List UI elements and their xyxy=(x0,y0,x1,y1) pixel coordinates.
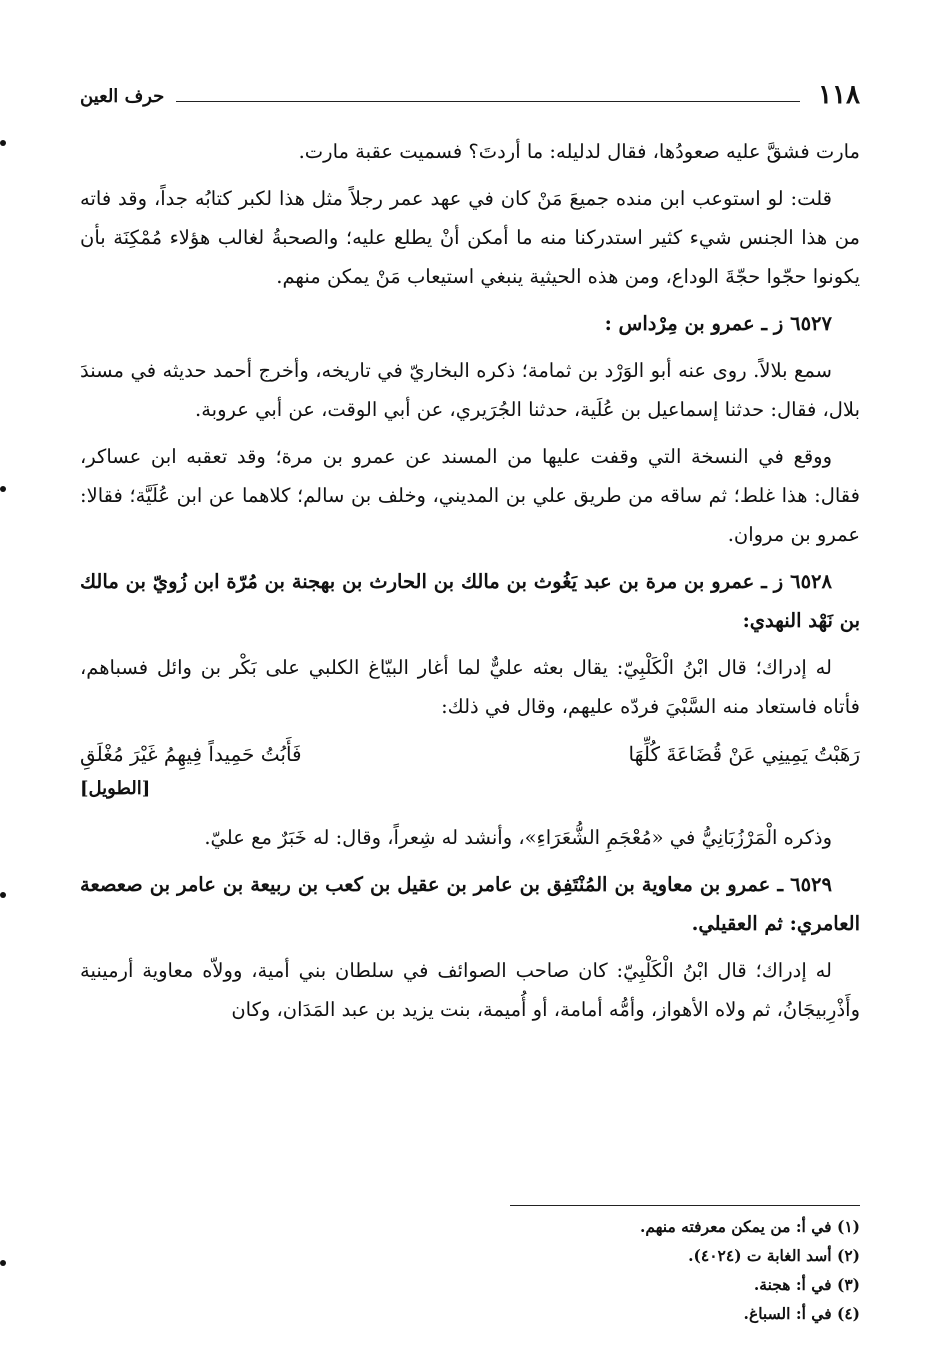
page-number: ١١٨ xyxy=(818,80,860,110)
footnote: (٣) في أ: هجنة. xyxy=(753,1275,860,1294)
entry-text: له إدراك؛ قال ابْنُ الْكَلْبِيّ: كان صاحب الصوائف في سلطان بني أمية، وولاّه معاوية أرمينية وأَذْرِبيجَانُ، ثم ولاه الأهواز، وأمُّه أمامة، أو أُميمة، بنت يزيد بن عبد المَدَان، وكان xyxy=(80,959,860,1021)
scan-mark xyxy=(0,892,6,898)
verse-second-hemistich: فَأَبُتُ حَمِيداً فِيهِمُ غَيْرَ مُغْلَقِ xyxy=(80,742,302,766)
paragraph: قلت: لو استوعب ابن منده جميعَ مَنْ كان في عهد عمر رجلاً مثل هذا لكبر كتابُه جداً، وقد فاته من هذا الجنس شيء كثير استدركنا منه ما أمكن أنْ يطلع عليه؛ والصحبةُ لغالب هؤلاء مُمْكِنَة بأن يكونوا حجّوا حجّةَ الوداع، ومن هذه الحيثية ينبغي استيعاب مَنْ يمكن منهم. xyxy=(80,187,860,288)
verse-first-hemistich: رَهَبْتُ يَمِينِي عَنْ قُضَاعَةَ كُلِّهَا xyxy=(628,742,860,766)
entry-text: له إدراك؛ قال ابْنُ الْكَلْبِيّ: يقال بعثه عليٌّ لما أغار البيّاغ الكلبي على بَكْر بن وائل فسباهم، فأتاه فاستعاد منه السَّبْيَ فردّه عليهم، وقال في ذلك: xyxy=(80,656,860,718)
entry-title-6528: ٦٥٢٨ ز ـ عمرو بن مرة بن عبد يَغُوث بن مالك بن الحارث بن بهجنة بن مُرّة ابن زُويّ بن مالك بن نَهْد النهدي: xyxy=(80,570,860,632)
footnote-rule xyxy=(510,1205,860,1206)
scan-mark xyxy=(0,486,6,492)
entry-title-6529: ٦٥٢٩ ـ عمرو بن معاوية بن المُنْتَفِق بن عامر بن عقيل بن كعب بن ربيعة بن عامر بن صعصعة العامري: ثم العقيلي. xyxy=(80,873,860,935)
footnote: (١) في أ: من يمكن معرفته منهم. xyxy=(639,1217,860,1236)
scan-mark xyxy=(0,140,6,146)
footnote: (٤) في أ: السباغ. xyxy=(743,1304,860,1323)
entry-title-6527: ٦٥٢٧ ز ـ عمرو بن مِرْداس : xyxy=(604,312,832,335)
entry-text: ووقع في النسخة التي وقفت عليها من المسند عن عمرو بن مرة؛ وقد تعقبه ابن عساكر، فقال: هذا غلط؛ ثم ساقه من طريق علي بن المديني، وخلف بن سالم؛ كلاهما عن ابن عُلَيَّة؛ فقالا: عمرو بن مروان. xyxy=(80,445,860,546)
entry-text: سمع بلالاً. روى عنه أبو الوَرْد بن ثمامة؛ ذكره البخاريّ في تاريخه، وأخرج أحمد حديثه في مسندَ بلال، فقال: حدثنا إسماعيل بن عُلَية، حدثنا الجُرَيري، عن أبي الوقت، عن أبي عروبة. xyxy=(80,359,860,421)
entry-text: وذكره الْمَرْزُبَانِيُّ في «مُعْجَمِ الشُّعَرَاءِ»، وأنشد له شِعراً، وقال: له خَبَرٌ مع عليّ. xyxy=(204,826,832,849)
footnotes xyxy=(80,1212,860,1328)
running-title: حرف العين xyxy=(80,86,165,107)
poem-verse xyxy=(80,734,860,774)
scan-mark xyxy=(0,1260,6,1266)
header-rule xyxy=(176,101,800,102)
footnote: (٢) أسد الغابة ت (٤٠٢٤). xyxy=(688,1246,860,1265)
page-body xyxy=(80,132,860,1037)
poem-meter: [الطويل] xyxy=(80,778,151,799)
paragraph: مارت فشقَّ عليه صعودُها، فقال لدليله: ما أردتَ؟ فسميت عقبة مارت. xyxy=(298,140,860,163)
page-header xyxy=(80,78,860,108)
